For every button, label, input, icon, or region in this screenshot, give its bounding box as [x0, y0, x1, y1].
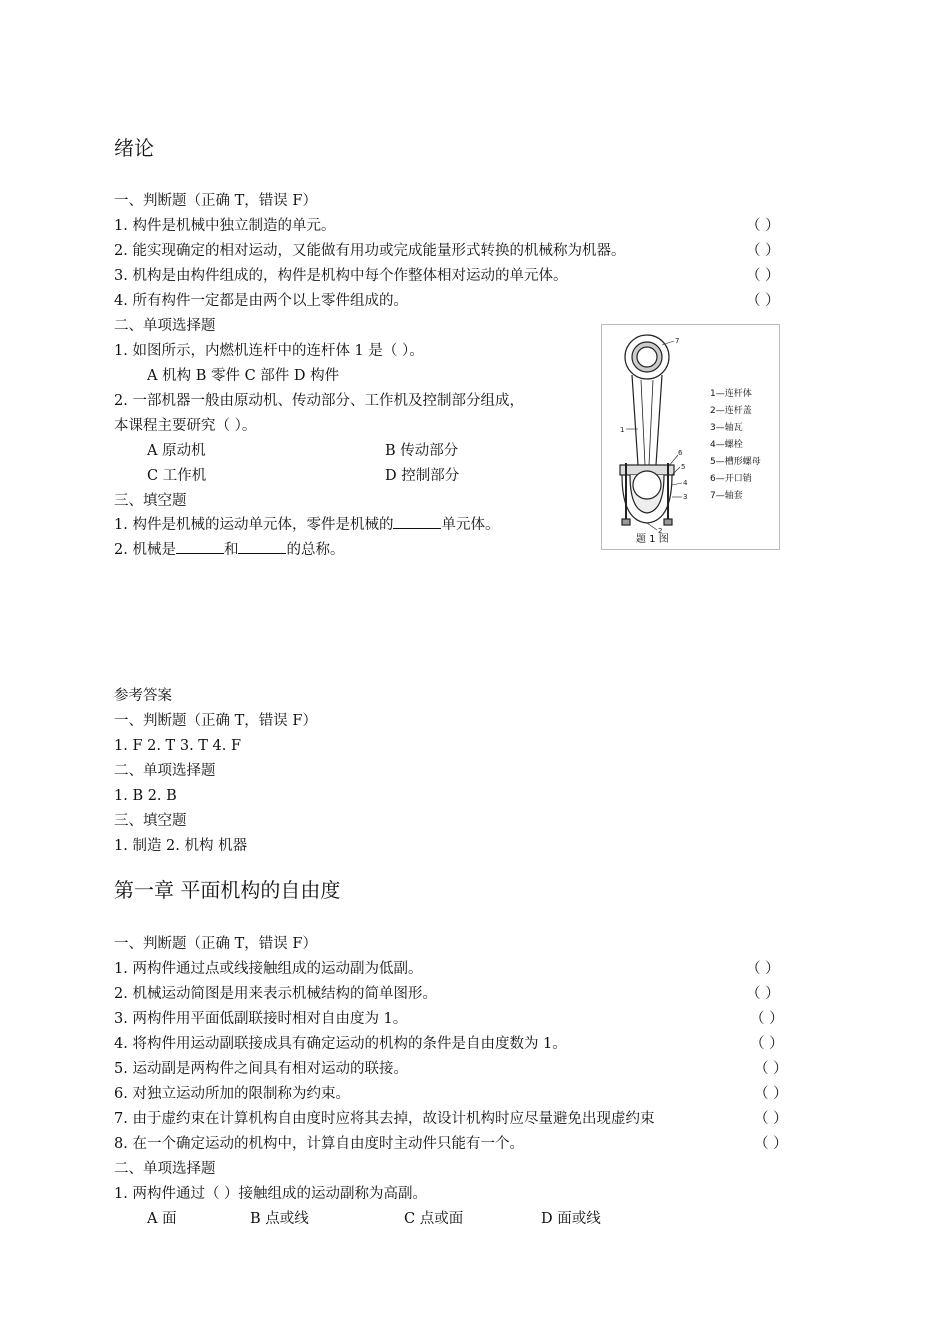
svg-text:3: 3	[683, 493, 688, 501]
svg-text:7: 7	[675, 337, 680, 345]
ch1-tf-item-7: 7. 由于虚约束在计算机构自由度时应将其去掉，故设计机构时应尽量避免出现虚约束	[114, 1111, 655, 1127]
svg-text:5: 5	[681, 463, 686, 471]
ch1-tf-item-2: 2. 机械运动简图是用来表示机械结构的简单图形。	[114, 986, 437, 1002]
ch1-choice-heading: 二、单项选择题	[114, 1161, 216, 1177]
intro-fill-q2	[114, 539, 344, 560]
intro-choice-q1: 1. 如图所示，内燃机连杆中的连杆体 1 是（ ）。	[114, 343, 424, 359]
legend-item: 3—轴瓦	[710, 423, 743, 433]
intro-choice-q2-a: A 原动机	[147, 443, 206, 459]
figure-caption: 题 1 图	[636, 534, 669, 545]
answer-paren: （ ）	[754, 1111, 788, 1127]
ch1-choice-opt-a: A 面	[147, 1211, 177, 1227]
answer-paren: （ ）	[746, 293, 780, 309]
answer-paren: （ ）	[750, 1036, 784, 1052]
intro-title: 绪论	[114, 136, 154, 160]
chapter1-title: 第一章 平面机构的自由度	[114, 878, 341, 902]
legend-item: 7—轴套	[710, 491, 743, 501]
ch1-choice-opt-b: B 点或线	[250, 1211, 309, 1227]
svg-text:4: 4	[683, 479, 688, 487]
ch1-tf-item-3: 3. 两构件用平面低副联接时相对自由度为 1。	[114, 1011, 408, 1027]
fill-blank[interactable]	[176, 539, 224, 554]
intro-choice-q2-b: B 传动部分	[385, 443, 459, 459]
svg-text:2: 2	[658, 527, 663, 535]
ch1-tf-item-4: 4. 将构件用运动副联接成具有确定运动的机构的条件是自由度数为 1。	[114, 1036, 567, 1052]
answer-paren: （ ）	[750, 1011, 784, 1027]
ch1-tf-item-1: 1. 两构件通过点或线接触组成的运动副为低副。	[114, 961, 423, 977]
ch1-tf-item-5: 5. 运动副是两构件之间具有相对运动的联接。	[114, 1061, 408, 1077]
fill-text: 的总称。	[286, 542, 345, 558]
ch1-tf-item-6: 6. 对独立运动所加的限制称为约束。	[114, 1086, 350, 1102]
legend-item: 1—连杆体	[710, 389, 752, 399]
intro-choice-q1-options: A 机构 B 零件 C 部件 D 构件	[147, 368, 340, 384]
intro-choice-heading: 二、单项选择题	[114, 318, 216, 334]
intro-tf-heading: 一、判断题（正确 T，错误 F）	[114, 193, 317, 209]
answers-tf: 1. F 2. T 3. T 4. F	[114, 738, 242, 754]
answer-paren: （ ）	[746, 268, 780, 284]
legend-item: 5—槽形螺母	[710, 457, 761, 467]
legend-item: 2—连杆盖	[710, 406, 752, 416]
answer-paren: （ ）	[746, 986, 780, 1002]
ch1-choice-q1: 1. 两构件通过（ ）接触组成的运动副称为高副。	[114, 1186, 428, 1202]
legend-item: 6—开口销	[710, 474, 752, 484]
svg-text:6: 6	[678, 449, 683, 457]
intro-fill-heading: 三、填空题	[114, 493, 187, 509]
intro-choice-q2-line2: 本课程主要研究（ ）。	[114, 418, 257, 434]
fill-blank[interactable]	[393, 514, 441, 529]
ch1-tf-item-8: 8. 在一个确定运动的机构中，计算自由度时主动件只能有一个。	[114, 1136, 524, 1152]
fill-text: 2. 机械是	[114, 542, 176, 558]
svg-text:1: 1	[620, 426, 625, 434]
intro-choice-q2-c: C 工作机	[147, 468, 207, 484]
legend-item: 4—螺栓	[710, 440, 743, 450]
ch1-choice-opt-c: C 点或面	[404, 1211, 464, 1227]
ch1-tf-heading: 一、判断题（正确 T，错误 F）	[114, 936, 317, 952]
intro-tf-item-4: 4. 所有构件一定都是由两个以上零件组成的。	[114, 293, 408, 309]
fill-blank[interactable]	[238, 539, 286, 554]
answer-paren: （ ）	[746, 243, 780, 259]
answer-paren: （ ）	[754, 1086, 788, 1102]
intro-choice-q2-d: D 控制部分	[385, 468, 460, 484]
answer-paren: （ ）	[746, 218, 780, 234]
intro-tf-item-3: 3. 机构是由构件组成的，构件是机构中每个作整体相对运动的单元体。	[114, 268, 568, 284]
intro-tf-item-1: 1. 构件是机械中独立制造的单元。	[114, 218, 336, 234]
ch1-choice-opt-d: D 面或线	[541, 1211, 601, 1227]
answers-title: 参考答案	[114, 688, 172, 704]
answers-fill-heading: 三、填空题	[114, 813, 187, 829]
answers-tf-heading: 一、判断题（正确 T，错误 F）	[114, 713, 317, 729]
answers-choice-heading: 二、单项选择题	[114, 763, 216, 779]
connecting-rod-figure	[601, 324, 780, 550]
fill-text: 和	[223, 542, 239, 558]
fill-text: 1. 构件是机械的运动单元体，零件是机械的	[114, 517, 394, 533]
intro-tf-item-2: 2. 能实现确定的相对运动，又能做有用功或完成能量形式转换的机械称为机器。	[114, 243, 626, 259]
connecting-rod-drawing	[602, 325, 779, 549]
intro-fill-q1	[114, 514, 499, 535]
answer-paren: （ ）	[754, 1136, 788, 1152]
answer-paren: （ ）	[754, 1061, 788, 1077]
intro-choice-q2-line1: 2. 一部机器一般由原动机、传动部分、工作机及控制部分组成，	[114, 393, 524, 409]
answer-paren: （ ）	[746, 961, 780, 977]
fill-text: 单元体。	[441, 517, 500, 533]
answers-fill: 1. 制造 2. 机构 机器	[114, 838, 248, 854]
answers-choice: 1. B 2. B	[114, 788, 177, 804]
